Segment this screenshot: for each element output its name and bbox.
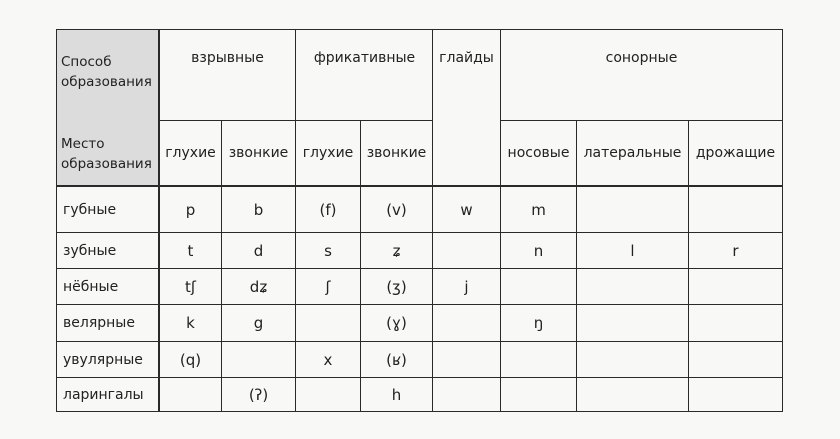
subheader-plosive-voiceless: глухие [165, 145, 216, 161]
row-label: увулярные [63, 351, 143, 368]
cell-trill [689, 342, 782, 377]
table-border-left [56, 29, 57, 412]
cell-plosive-voiceless: p [185, 200, 196, 219]
table-border-right [782, 29, 783, 412]
row-label: велярные [63, 315, 135, 331]
cell-nasal: n [533, 241, 544, 260]
group-header-sonorant: сонорные [605, 50, 678, 66]
cell-fricative-voiceless: (f) [319, 200, 337, 219]
subheader-lateral: латеральные [583, 145, 682, 161]
cell-lateral [577, 269, 688, 304]
corner-place-line1: Место [61, 136, 105, 152]
cell-trill [689, 187, 782, 232]
row-label: нёбные [63, 278, 119, 295]
cell-fricative-voiced: (ʁ) [386, 350, 407, 369]
cell-fricative-voiced: h [391, 385, 402, 404]
cell-fricative-voiced: (v) [386, 200, 407, 219]
corner-header-manner [61, 52, 152, 92]
corner-place-line2: образования [61, 156, 152, 172]
cell-plosive-voiced: dʑ [249, 277, 268, 296]
row-label: ларингалы [63, 386, 144, 403]
cell-plosive-voiceless [160, 378, 221, 411]
cell-trill [689, 305, 782, 341]
cell-lateral: l [630, 241, 635, 260]
table-border-top [56, 29, 783, 30]
cell-glide: j [464, 277, 469, 296]
cell-fricative-voiceless: s [324, 241, 332, 260]
cell-trill: r [732, 241, 739, 260]
row-label: губные [63, 201, 117, 218]
cell-glide: w [460, 200, 473, 219]
subheader-nasal: носовые [507, 145, 570, 161]
group-header-plosive: взрывные [191, 50, 264, 66]
group-header-fricative: фрикативные [313, 50, 416, 66]
cell-fricative-voiceless: x [323, 350, 333, 369]
cell-lateral [577, 305, 688, 341]
cell-plosive-voiceless: (q) [179, 350, 202, 369]
corner-manner-line2: образования [61, 74, 152, 90]
cell-plosive-voiced: (ʔ) [248, 385, 269, 404]
cell-glide [433, 305, 500, 341]
cell-nasal: ŋ [533, 314, 544, 332]
corner-header-place [61, 134, 152, 174]
cell-fricative-voiceless [296, 305, 360, 341]
cell-glide [433, 378, 500, 411]
cell-plosive-voiceless: tʃ [185, 277, 196, 296]
cell-fricative-voiced: (ʒ) [386, 277, 407, 296]
cell-lateral [577, 342, 688, 377]
table-border-bottom [56, 411, 783, 412]
cell-trill [689, 378, 782, 411]
cell-nasal [501, 342, 576, 377]
cell-lateral [577, 187, 688, 232]
cell-plosive-voiced [222, 342, 295, 377]
cell-fricative-voiceless: ʃ [325, 277, 331, 296]
cell-nasal: m [531, 200, 546, 219]
cell-fricative-voiced: (ɣ) [386, 314, 407, 332]
subheader-trill: дрожащие [695, 145, 776, 161]
subheader-fricative-voiceless: глухие [302, 145, 354, 161]
cell-glide [433, 342, 500, 377]
cell-trill [689, 269, 782, 304]
subheader-fricative-voiced: звонкие [366, 145, 427, 161]
subheader-plosive-voiced: звонкие [228, 145, 289, 161]
cell-plosive-voiceless: t [187, 241, 194, 260]
cell-glide [433, 233, 500, 268]
row-label: зубные [63, 242, 117, 259]
cell-plosive-voiced: g [253, 314, 264, 332]
cell-nasal [501, 378, 576, 411]
cell-nasal [501, 269, 576, 304]
group-header-glide: глайды [439, 50, 494, 66]
corner-manner-line1: Способ [61, 54, 112, 70]
cell-fricative-voiced: ʑ [392, 241, 401, 260]
cell-plosive-voiceless: k [186, 314, 195, 332]
cell-lateral [577, 378, 688, 411]
cell-plosive-voiced: d [253, 241, 264, 260]
cell-plosive-voiced: b [253, 200, 264, 219]
cell-fricative-voiceless [296, 378, 360, 411]
